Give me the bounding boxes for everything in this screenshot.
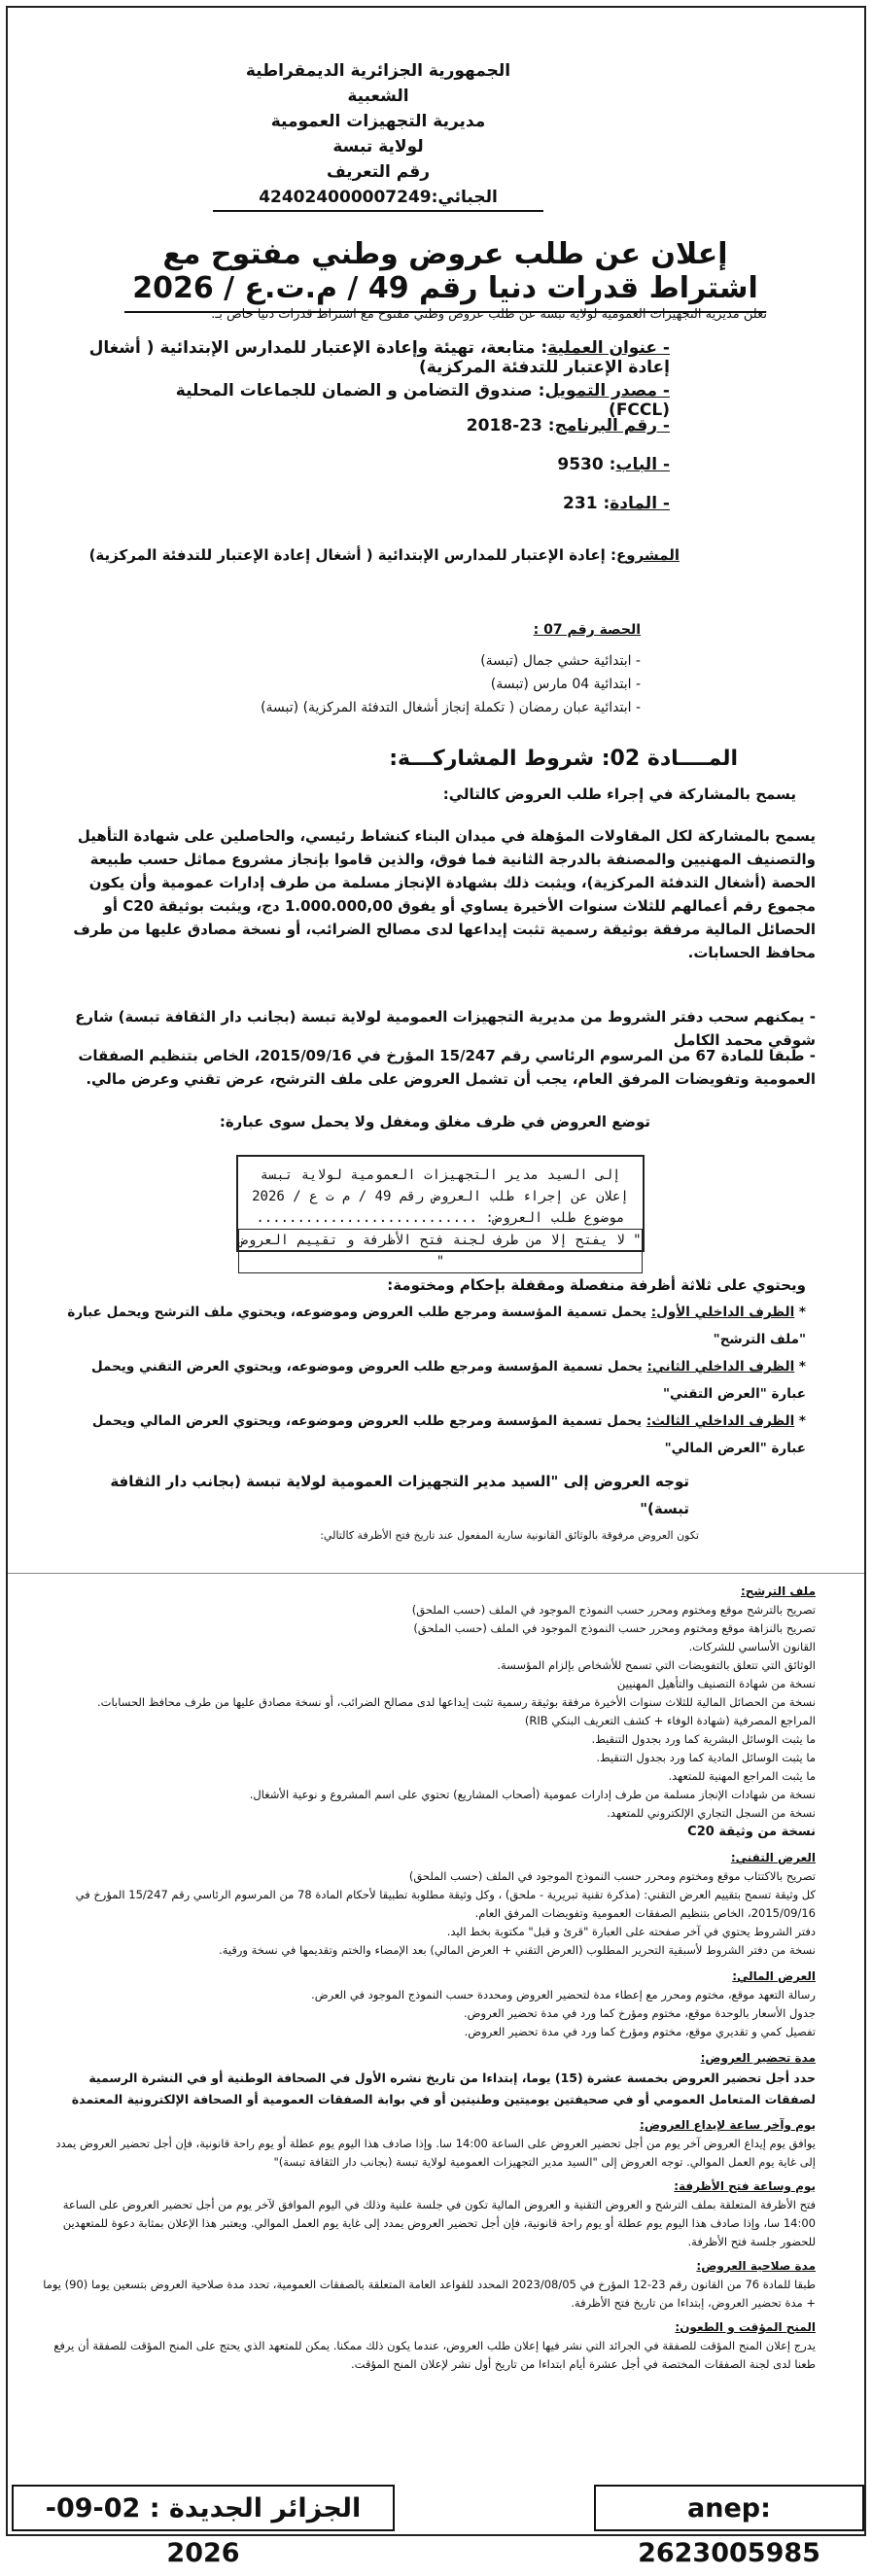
opening-title: يوم وساعة فتح الأظرفة: (674, 2179, 816, 2193)
header-country: الجمهورية الجزائرية الديمقراطية الشعبية (245, 61, 511, 106)
regulation-paragraph: - طبقا للمادة 67 من المرسوم الرئاسي رقم 15/247 المؤرخ في 2015/09/16، الخاص بتنظيم الصفقات العمومية وتفويضات المرفق العام، يجب أن تشمل العروض على ملف الترشح، عرض تقني وعرض مالي. (78, 1047, 816, 1088)
box-line-warning: " لا يفتح إلا من طرف لجنة فتح الأظرفة و تقييم العروض " (238, 1229, 643, 1273)
financial-title: العرض المالي: (732, 1969, 816, 1983)
envelope-2: * الظرف الداخلي الثاني: يحمل تسمية المؤسسة ومرجع طلب العروض وموضوعه، ويحتوي العرض التقني ويحمل عبارة "العرض التقني" (90, 1359, 806, 1402)
list-item: كل وثيقة تسمح بتقييم العرض التقني: (مذكرة تقنية تبريرية - ملحق) ، وكل وثيقة مطلوبة تطبيقا لأحكام المادة 78 من المرسوم الرئاسي رقم 15/247 المؤرخ في 2015/09/16، الخاص بتنظيم الصفقات العمومية وتفويضات المرفق العام. (75, 1888, 816, 1920)
list-item: رسالة التعهد موقع، مختوم ومحرر مع إعطاء مدة لتحضير العروض ومحددة حسب النموذج الموجود في العرض. (311, 1988, 816, 2002)
list-item: نسخة من شهادات الإنجاز مسلمة من طرف إدارات عمومية (أصحاب المشاريع) تحتوي على اسم المشروع و نوعية الأشغال. (249, 1788, 816, 1801)
article-heading: المــــادة 02: شروط المشاركـــة: (389, 747, 738, 771)
documents-note: تكون العروض مرفوقة بالوثائق القانونية سارية المفعول عند تاريخ فتح الأظرفة كالتالي: (320, 1529, 699, 1542)
field-operation: - عنوان العملية: متابعة، تهيئة وإعادة الإعتبار للمدارس الإبتدائية ( أشغال إعادة الإعتبار للتدفئة المركزية) (88, 338, 670, 377)
list-item: تفصيل كمي و تقديري موقع، مختوم ومؤرخ كما ورد في مدة تحضير العروض. (464, 2025, 816, 2038)
field-funding: - مصدر التمويل: صندوق التضامن و الضمان للجماعات المحلية (FCCL) (175, 381, 670, 420)
list-item: ما يثبت الوسائل البشرية كما ورد بجدول التنقيط. (591, 1732, 816, 1746)
dossier-title: ملف الترشح: (740, 1584, 816, 1598)
technical-title: العرض التقني: (730, 1851, 816, 1864)
section-divider (8, 1573, 864, 1574)
issuer-header (213, 58, 543, 212)
list-item: نسخة من السجل التجاري الإلكتروني للمتعهد. (607, 1806, 816, 1820)
field-article: - المادة: 231 (563, 494, 670, 513)
send-instruction: توجه العروض إلى "السيد مدير التجهيزات العمومية لولاية تبسة (بجانب دار الثقافة تبسة)" (110, 1473, 689, 1517)
lot-section (261, 618, 641, 719)
announcement-page (6, 6, 866, 2568)
allowed-text: يسمح بالمشاركة في إجراء طلب العروض كالتالي: (442, 785, 796, 803)
duration-title: مدة تحضير العروض: (700, 2051, 816, 2065)
lot-item: - ابتدائية حشي جمال (تبسة) (480, 653, 641, 669)
envelope-label-box (236, 1155, 645, 1270)
field-program: - رقم البرنامج: 23-2018 (466, 416, 670, 435)
intro-text: تعلن مديرية التجهيزات العمومية لولاية تبسة عن طلب عروض وطني مفتوح مع اشتراط قدرات دنيا خاص بـ: (211, 307, 767, 322)
list-item: دفتر الشروط يحتوي في آخر صفحته على العبارة "قرئ و قبل" مكتوبة بخط اليد. (446, 1925, 816, 1938)
box-line-reference: إعلان عن إجراء طلب العروض رقم 49 / م ت ع / 2026 (252, 1189, 629, 1204)
list-item: نسخة من دفتر الشروط لأسبقية التحرير المطلوب (العرض التقني + العرض المالي) بعد الإمضاء والختم وتقديمها في نسخة ورقية. (219, 1943, 816, 1957)
envelopes-section (67, 1271, 806, 1549)
project: المشروع: إعادة الإعتبار للمدارس الإبتدائية ( أشغال إعادة الإعتبار للتدفئة المركزية) (88, 546, 680, 564)
list-item: نسخة من وثيقة C20 (687, 1825, 816, 1839)
recourse-text: يدرج إعلان المنح المؤقت للصفقة في الجرائد التي نشر فيها إعلان طلب العروض، عندما يكون ذلك ممكنا. يمكن للمتعهد الذي يحتج على المنح المؤقت للصفقة أن يرفع طعنا لدى لجنة الصفقات المختصة في أجل عشرة أيام ابتداءا من تاريخ أول نشر لإعلان المنح المؤقت. (53, 2339, 816, 2371)
list-item: تصريح بالاكتتاب موقع ومختوم ومحرر حسب النموذج الموجود في الملف (حسب الملحق) (408, 1869, 816, 1883)
eligibility-paragraph: يسمح بالمشاركة لكل المقاولات المؤهلة في ميدان البناء كنشاط رئيسي، والحاصلين على شهادة التأهيل والتصنيف المهنيين والمصنفة بالدرجة الثانية فما فوق، والذين قاموا بإنجاز مشروع مماثل حسب طبيعة الحصة (أشغال التدفئة المركزية)، ويثبت ذلك بشهادة الإنجاز مسلمة من طرف إدارات عمومية وأن يكون مجموع رقم أعمالهم للثلاث سنوات الأخيرة يساوي أو يفوق 1.000.000,00 دج، ويثبت بوثيقة C20 أو الحصائل المالية مرفقة بوثيقة رسمية تثبت إيداعها لدى مصالح الضرائب، أو نسخة مصادق عليها من طرف محافظ الحسابات. (73, 827, 816, 961)
specs-withdrawal: - يمكنهم سحب دفتر الشروط من مديرية التجهيزات العمومية لولاية تبسة (بجانب دار الثقافة تبسة) شارع شوقي محمد الكامل (75, 1008, 816, 1049)
deposit-text: يوافق يوم إيداع العروض آخر يوم من أجل تحضير العروض على الساعة 14:00 سا. وإذا صادف هذا اليوم يوم عطلة أو يوم راحة قانونية، فإن أجل تحضير العروض يمدد إلى غاية يوم العمل الموالي. توجه العروض إلى "السيد مدير التجهيزات العمومية لولاية تبسة (بجانب دار الثقافة تبسة)" (55, 2137, 816, 2169)
lot-title: الحصة رقم 07 : (533, 622, 641, 638)
list-item: نسخة من الحصائل المالية للثلاث سنوات الأخيرة مرفقة بوثيقة رسمية تثبت إيداعها لدى مصالح الضرائب، أو نسخة مصادق عليها من طرف محافظ الحسابات. (97, 1695, 816, 1709)
opening-text: فتح الأظرفة المتعلقة بملف الترشح و العروض التقنية و العروض المالية تكون في جلسة علنية وذلك في اليوم الموافق لآخر يوم من أجل تحضير العروض على الساعة 14:00 سا، وإذا صادف هذا اليوم يوم عطلة أو يوم راحة قانونية، فإن أجل تحضير العروض يمدد إلى غاية يوم العمل الموالي. ويعتبر هذا الإعلان بمثابة دعوة للمتعهدين للحضور جلسة فتح الأظرفة. (62, 2198, 816, 2248)
duration-text: حدد أجل تحضير العروض بخمسة عشرة (15) يوما، إبتداءا من تاريخ نشره الأول في الصحافة الوطنية أو في النشرة الرسمية لصفقات المتعامل العمومي أو في صحيفتين يوميتين وطنيتين أو في بوابة الصفقات العمومية أو الصحافة الإلكترونية المعتمدة (71, 2071, 816, 2106)
dossier-section (38, 1583, 816, 2374)
page-title: إعلان عن طلب عروض وطني مفتوح مع اشتراط قدرات دنيا رقم 49 / م.ت.ع / 2026 (124, 237, 766, 313)
newspaper-date-box: الجزائر الجديدة : 02-09-2026 (12, 2485, 395, 2531)
envelopes-intro: ويحتوي على ثلاثة أظرفة منفصلة ومقفلة بإحكام ومختومة: (387, 1276, 806, 1294)
recourse-title: المنح المؤقت و الطعون: (675, 2320, 816, 2334)
envelope-3: * الظرف الداخلي الثالث: يحمل تسمية المؤسسة ومرجع طلب العروض وموضوعه، ويحتوي العرض المالي ويحمل عبارة "العرض المالي" (91, 1413, 806, 1456)
validity-text: طبقا للمادة 76 من القانون رقم 23-12 المؤرخ في 2023/08/05 المحدد للقواعد العامة المتعلقة بالصفقات العمومية، تحدد مدة صلاحية العروض بتسعين يوما (90) يوما + مدة تحضير العروض، إبتداءا من تاريخ فتح الأظرفة. (43, 2278, 816, 2310)
field-chapter: - الباب: 9530 (557, 455, 670, 474)
list-item: ما يثبت الوسائل المادية كما ورد بجدول التنقيط. (596, 1751, 816, 1764)
list-item: المراجع المصرفية (شهادة الوفاء + كشف التعريف البنكي RIB) (524, 1714, 816, 1727)
list-item: جدول الأسعار بالوحدة موقع، مختوم ومؤرخ كما ورد في مدة تحضير العروض. (463, 2006, 816, 2020)
list-item: الوثائق التي تتعلق بالتفويضات التي تسمح للأشخاص بإلزام المؤسسة. (497, 1658, 816, 1672)
box-line-recipient: إلى السيد مدير التجهيزات العمومية لولاية تبسة (260, 1167, 621, 1183)
validity-title: مدة صلاحية العروض: (696, 2259, 816, 2273)
list-item: ما يثبت المراجع المهنية للمتعهد. (668, 1769, 816, 1783)
list-item: تصريح بالنزاهة موقع ومختوم ومحرر حسب النموذج الموجود في الملف (حسب الملحق) (413, 1621, 816, 1635)
list-item: القانون الأساسي للشركات. (688, 1640, 816, 1654)
list-item: نسخة من شهادة التصنيف والتأهيل المهنيين (616, 1677, 816, 1690)
header-tax-id: رقم التعريف الجبائي:424024000007249 (213, 159, 543, 212)
header-province: لولاية تبسة (332, 137, 424, 157)
envelope-1: * الظرف الداخلي الأول: يحمل تسمية المؤسسة ومرجع طلب العروض وموضوعه، ويحتوي ملف الترشح ويحمل عبارة "ملف الترشح" (67, 1305, 806, 1347)
list-item: تصريح بالترشح موقع ومختوم ومحرر حسب النموذج الموجود في الملف (حسب الملحق) (411, 1603, 816, 1617)
deposit-title: يوم وآخر ساعة لإيداع العروض: (640, 2118, 816, 2132)
lot-item: - ابتدائية عبان رمضان ( تكملة إنجاز أشغال التدفئة المركزية) (تبسة) (261, 700, 641, 715)
header-directorate: مديرية التجهيزات العمومية (270, 112, 486, 131)
envelope-instruction: توضع العروض في ظرف مغلق ومغفل ولا يحمل سوى عبارة: (219, 1113, 650, 1131)
anep-reference-box: anep: 2623005985 (594, 2485, 864, 2531)
box-line-subject: موضوع طلب العروض: ........................... (256, 1210, 625, 1226)
lot-item: - ابتدائية 04 مارس (تبسة) (490, 677, 641, 692)
